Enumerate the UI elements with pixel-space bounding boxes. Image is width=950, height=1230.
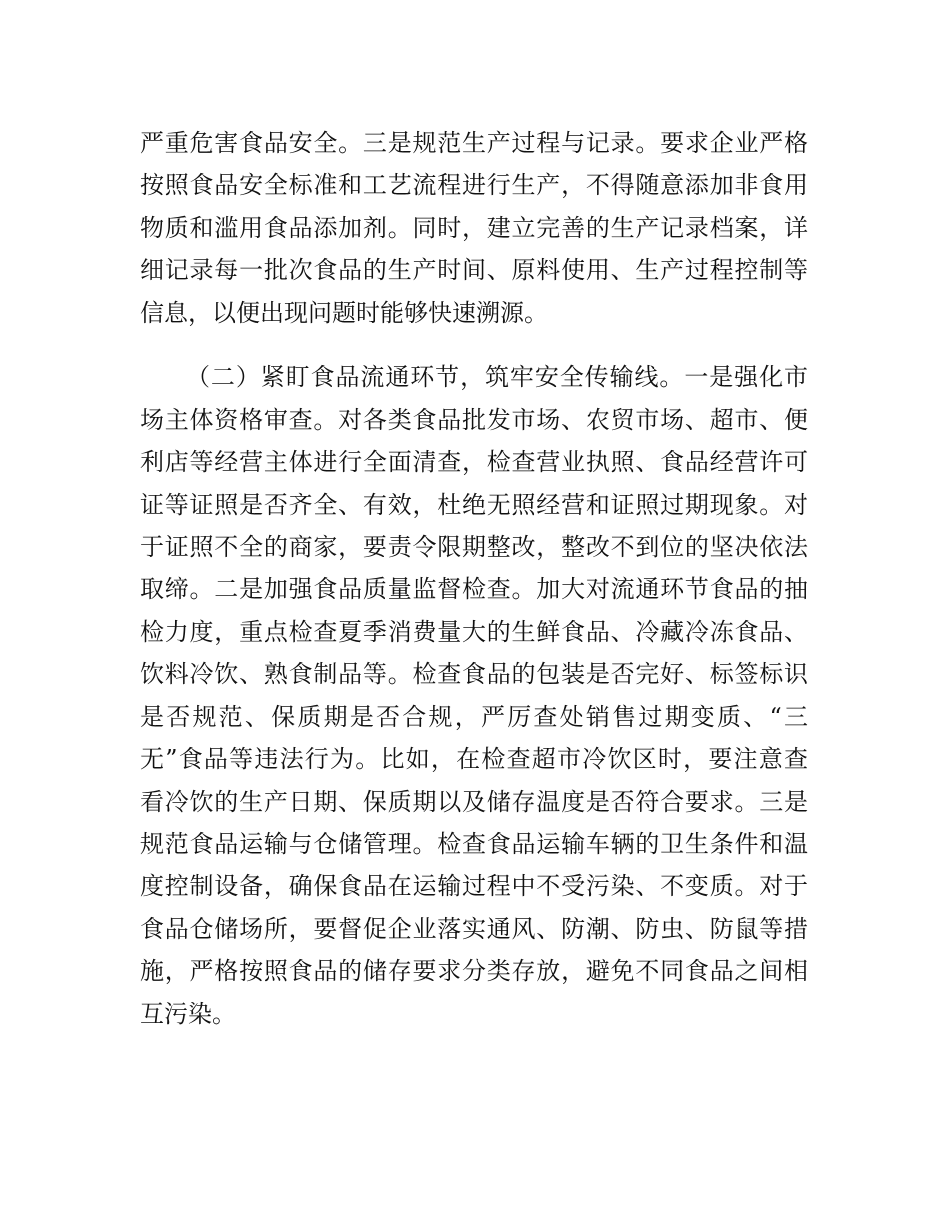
text-line: 互污染。 (140, 999, 236, 1028)
text-line: 施，严格按照食品的储存要求分类存放，避免不同食品之间相 (140, 957, 808, 986)
text-line: 于证照不全的商家，要责令限期整改，整改不到位的坚决依法 (140, 532, 808, 561)
text-line: 规范食品运输与仓储管理。检查食品运输车辆的卫生条件和温 (140, 830, 808, 858)
text-line: 无”食品等违法行为。比如，在检查超市冷饮区时，要注意查 (140, 745, 808, 774)
paragraph (140, 356, 808, 1035)
text-line: 细记录每一批次食品的生产时间、原料使用、生产过程控制等 (140, 256, 808, 285)
text-line: 按照食品安全标准和工艺流程进行生产，不得随意添加非食用 (140, 171, 808, 200)
text-line: 度控制设备，确保食品在运输过程中不受污染、不变质。对于 (140, 872, 808, 901)
text-line: 物质和滥用食品添加剂。同时，建立完善的生产记录档案，详 (140, 213, 808, 242)
text-line: 证等证照是否齐全、有效，杜绝无照经营和证照过期现象。对 (140, 490, 808, 519)
text-line: 取缔。二是加强食品质量监督检查。加大对流通环节食品的抽 (140, 575, 808, 604)
text-line: （二）紧盯食品流通环节，筑牢安全传输线。一是强化市 (186, 363, 808, 392)
text-line: 是否规范、保质期是否合规，严厉查处销售过期变质、“三 (140, 702, 808, 731)
paragraph (140, 122, 808, 334)
text-line: 严重危害食品安全。三是规范生产过程与记录。要求企业严格 (140, 129, 808, 157)
text-line: 利店等经营主体进行全面清查，检查营业执照、食品经营许可 (140, 448, 808, 477)
text-line: 饮料冷饮、熟食制品等。检查食品的包装是否完好、标签标识 (140, 660, 808, 689)
text-line: 检力度，重点检查夏季消费量大的生鲜食品、冷藏冷冻食品、 (140, 617, 808, 646)
text-line: 食品仓储场所，要督促企业落实通风、防潮、防虫、防鼠等措 (140, 914, 808, 943)
text-line: 场主体资格审查。对各类食品批发市场、农贸市场、超市、便 (140, 405, 808, 434)
document-page (140, 122, 808, 1035)
text-line: 看冷饮的生产日期、保质期以及储存温度是否符合要求。三是 (140, 787, 808, 816)
text-line: 信息，以便出现问题时能够快速溯源。 (140, 298, 548, 327)
